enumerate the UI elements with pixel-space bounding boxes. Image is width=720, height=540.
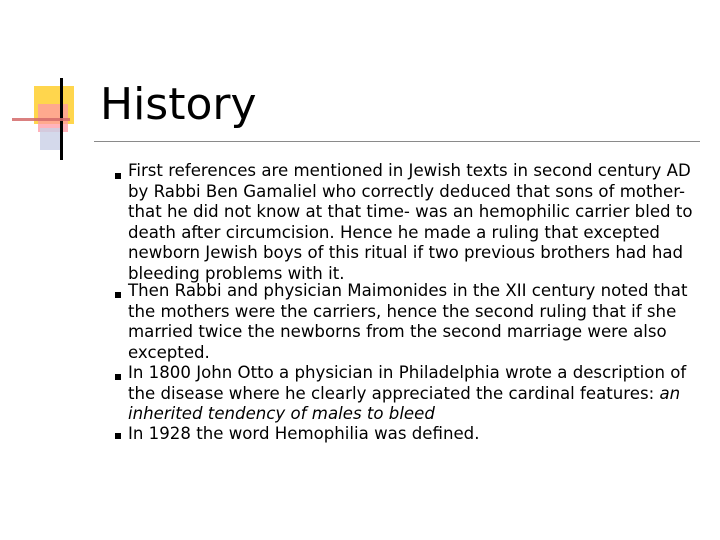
bullet-marker-icon bbox=[115, 173, 121, 179]
bullet-item-3 bbox=[128, 363, 698, 425]
bullet-marker-icon bbox=[115, 292, 121, 298]
bullet-item-4: In 1928 the word Hemophilia was defined. bbox=[128, 424, 480, 443]
bullet-item-3-italic: an inherited tendency of males to bleed bbox=[128, 383, 681, 423]
bullet-item-1: First references are mentioned in Jewish texts in second century AD by Rabbi Ben Gamaliel who correctly deduced that sons of mother- that he did not know at that time- was an hemophilic carrier bled to death after circumcision. Hence he made a ruling that excepted newborn Jewish boys of this ritual if two previous brothers had had bleeding problems with it. bbox=[128, 161, 693, 283]
bullet-marker-icon bbox=[115, 433, 121, 439]
logo-blue-square bbox=[40, 128, 62, 150]
logo-horizontal-bar bbox=[12, 118, 70, 121]
slide-title: History bbox=[100, 79, 257, 130]
bullet-marker-icon bbox=[115, 374, 121, 380]
bullet-item-3-text: In 1800 John Otto a physician in Philadelphia wrote a description of the disease where he clearly appreciated the cardinal features: bbox=[128, 363, 687, 403]
bullet-item-2: Then Rabbi and physician Maimonides in the XII century noted that the mothers were the carriers, hence the second ruling that if she married twice the newborns from the second marriage were also excepted. bbox=[128, 281, 688, 362]
title-divider bbox=[94, 141, 700, 142]
